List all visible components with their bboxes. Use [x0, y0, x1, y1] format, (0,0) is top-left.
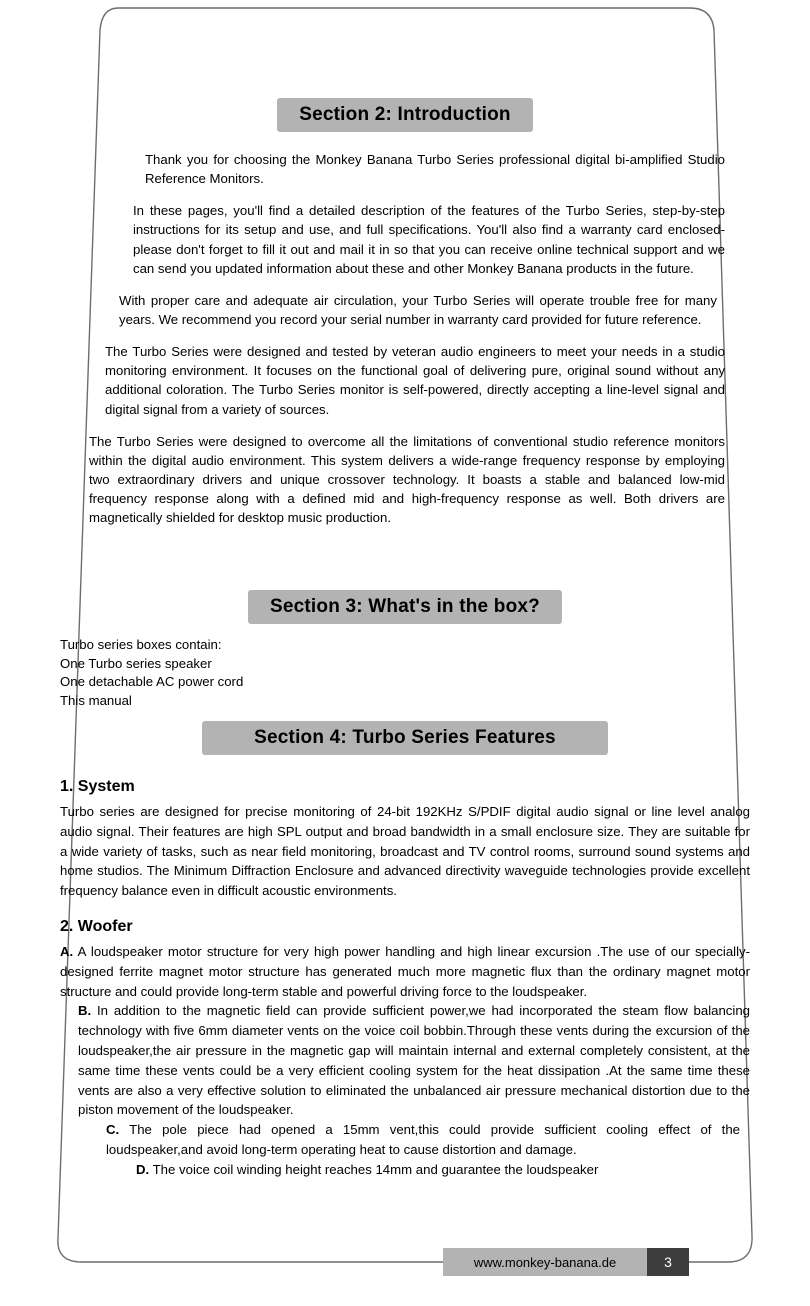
- section-2-body: [85, 150, 725, 540]
- subsection-system-body: Turbo series are designed for precise monitoring of 24-bit 192KHz S/PDIF digital audio signal or line level analog audio signal. Their features are high SPL output and broad bandwidth in a small enclosure size. They are suitable for a wide variety of tasks, such as near field monitoring, broadcast and TV control rooms, surround sound systems and home studios. The Minimum Diffraction Enclosure and advanced directivity waveguide technologies provide excellent frequency balance even in difficult acoustic environments.: [60, 804, 750, 899]
- list-item: This manual: [60, 693, 132, 709]
- woofer-item-b-text: In addition to the magnetic field can provide sufficient power,we had incorporated the steam flow balancing technology with five 6mm diameter vents on the voice coil bobbin.Through these vents during the excursion of the loudspeaker,the air pressure in the magnetic gap will maintain internal and external completely consistent, at the same time these vents could be a very efficient cooling system for the heat dissipation .At the same time these vents are also a very effective solution to eliminated the unbalanced air pressure mechanical distortion due to the piston movement of the loudspeaker.: [78, 1003, 750, 1118]
- subsection-system-heading: 1. System: [60, 778, 135, 795]
- section-4-banner: Section 4: Turbo Series Features: [202, 721, 608, 755]
- intro-paragraph-3: With proper care and adequate air circulation, your Turbo Series will operate trouble free for many years. We recommend you record your serial number in warranty card provided for future reference.: [119, 292, 717, 327]
- subsection-woofer-heading: 2. Woofer: [60, 918, 133, 935]
- section-3-banner: Section 3: What's in the box?: [248, 590, 562, 624]
- subsection-system: [60, 778, 750, 901]
- section-2-banner-wrap: [0, 98, 810, 132]
- woofer-item-a: [60, 942, 750, 1001]
- woofer-item-c: [106, 1120, 740, 1160]
- footer-website-url[interactable]: www.monkey-banana.de: [443, 1248, 647, 1276]
- list-item: Turbo series boxes contain:: [60, 637, 222, 652]
- page-footer: [443, 1248, 689, 1276]
- box-contents-list: [60, 636, 460, 711]
- section-4-banner-wrap: [0, 721, 810, 755]
- intro-paragraph-2: In these pages, you'll find a detailed description of the features of the Turbo Series, step-by-step instructions for its setup and use, and full specifications. You'll also find a warranty card enclosed-please don't forget to fill it out and mail it in so that you can receive online technical support and we can send you updated information about these and other Monkey Banana products in the future.: [133, 203, 725, 276]
- footer-page-number: 3: [647, 1248, 689, 1276]
- subsection-woofer: [60, 918, 750, 1180]
- woofer-item-c-label: C.: [106, 1122, 120, 1138]
- woofer-item-b-label: B.: [78, 1003, 92, 1019]
- section-3-banner-wrap: [0, 590, 810, 624]
- woofer-item-d-label: D.: [136, 1161, 150, 1177]
- woofer-item-d-text: The voice coil winding height reaches 14mm and guarantee the loudspeaker: [152, 1161, 599, 1177]
- woofer-item-a-text: A loudspeaker motor structure for very high power handling and high linear excursion .The use of our specially-designed ferrite magnet motor structure has generated much more magnetic flux than the ordinary magnet motor structure and could provide long-term stable and powerful driving force to the loudspeaker.: [60, 944, 751, 999]
- woofer-item-d: [136, 1160, 740, 1180]
- woofer-item-a-label: A.: [60, 944, 74, 959]
- intro-paragraph-5: The Turbo Series were designed to overcome all the limitations of conventional studio reference monitors within the digital audio environment. This system delivers a wide-range frequency response by employing two extraordinary drivers and unique crossover technology. It boasts a stable and balanced low-mid frequency response along with a defined mid and high-frequency response as well. Both drivers are magnetically shielded for desktop music production.: [89, 433, 725, 526]
- section-2-banner: Section 2: Introduction: [277, 98, 533, 132]
- list-item: One Turbo series speaker: [60, 655, 212, 671]
- list-item: One detachable AC power cord: [60, 674, 244, 690]
- intro-paragraph-4: The Turbo Series were designed and tested by veteran audio engineers to meet your needs in a studio monitoring environment. It focuses on the functional goal of delivering pure, original sound without any additional coloration. The Turbo Series monitor is self-powered, directly accepting a line-level signal and digital signal from a variety of sources.: [105, 344, 725, 417]
- woofer-item-c-text: The pole piece had opened a 15mm vent,this could provide sufficient cooling effect of the loudspeaker,and avoid long-term operating heat to cause distortion and damage.: [106, 1122, 740, 1157]
- woofer-item-b: [78, 1001, 750, 1120]
- intro-paragraph-1: Thank you for choosing the Monkey Banana Turbo Series professional digital bi-amplified Studio Reference Monitors.: [145, 152, 725, 187]
